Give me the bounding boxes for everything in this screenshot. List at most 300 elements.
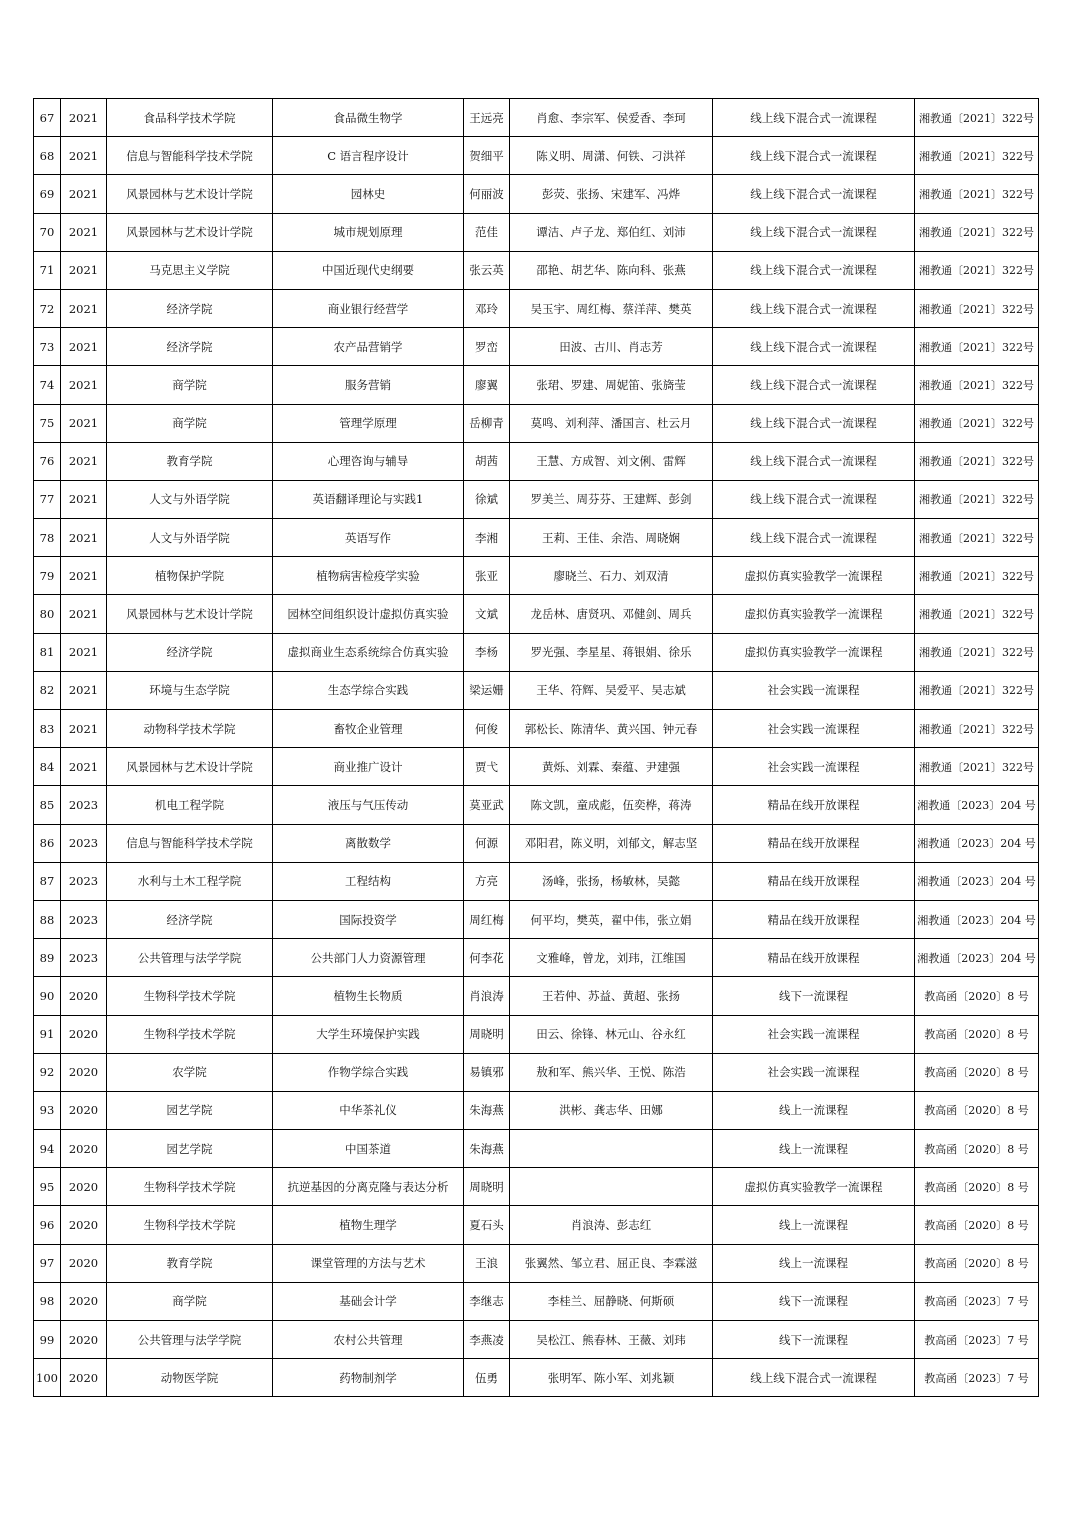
course-type-cell: 线上线下混合式一流课程 [712, 480, 914, 518]
course-name-cell: 商业银行经营学 [272, 289, 463, 327]
row-number: 97 [34, 1244, 61, 1282]
year-cell: 2021 [60, 175, 106, 213]
leader-cell: 李湘 [463, 519, 509, 557]
course-name-cell: C 语言程序设计 [272, 137, 463, 175]
members-cell: 吴玉宇、周红梅、蔡洋萍、樊英 [509, 289, 712, 327]
course-type-cell: 线上线下混合式一流课程 [712, 519, 914, 557]
table-row [34, 633, 1039, 671]
row-number: 85 [34, 786, 61, 824]
table-row [34, 1015, 1039, 1053]
college-cell: 商学院 [106, 404, 272, 442]
notice-cell: 湘教通〔2021〕322号 [914, 671, 1038, 709]
leader-cell: 徐斌 [463, 480, 509, 518]
college-cell: 教育学院 [106, 1244, 272, 1282]
leader-cell: 何丽波 [463, 175, 509, 213]
year-cell: 2021 [60, 366, 106, 404]
year-cell: 2020 [60, 1206, 106, 1244]
year-cell: 2021 [60, 595, 106, 633]
leader-cell: 王浪 [463, 1244, 509, 1282]
course-type-cell: 线下一流课程 [712, 977, 914, 1015]
course-name-cell: 药物制剂学 [272, 1359, 463, 1397]
table-row [34, 519, 1039, 557]
college-cell: 信息与智能科学技术学院 [106, 137, 272, 175]
college-cell: 食品科学技术学院 [106, 99, 272, 137]
course-type-cell: 线上线下混合式一流课程 [712, 251, 914, 289]
row-number: 70 [34, 213, 61, 251]
notice-cell: 湘教通〔2021〕322号 [914, 748, 1038, 786]
table-row [34, 442, 1039, 480]
members-cell: 汤峰，张扬，杨敏林，吴懿 [509, 862, 712, 900]
course-type-cell: 线上线下混合式一流课程 [712, 99, 914, 137]
leader-cell: 方亮 [463, 862, 509, 900]
leader-cell: 朱海燕 [463, 1091, 509, 1129]
college-cell: 植物保护学院 [106, 557, 272, 595]
college-cell: 水利与土木工程学院 [106, 862, 272, 900]
college-cell: 生物科学技术学院 [106, 1168, 272, 1206]
year-cell: 2020 [60, 1359, 106, 1397]
table-row [34, 1130, 1039, 1168]
notice-cell: 教高函〔2020〕8 号 [914, 1130, 1038, 1168]
course-name-cell: 服务营销 [272, 366, 463, 404]
table-row [34, 1321, 1039, 1359]
year-cell: 2021 [60, 557, 106, 595]
row-number: 75 [34, 404, 61, 442]
row-number: 99 [34, 1321, 61, 1359]
table-row [34, 1168, 1039, 1206]
course-name-cell: 课堂管理的方法与艺术 [272, 1244, 463, 1282]
college-cell: 人文与外语学院 [106, 519, 272, 557]
course-type-cell: 线上一流课程 [712, 1244, 914, 1282]
course-name-cell: 食品微生物学 [272, 99, 463, 137]
course-type-cell: 线上线下混合式一流课程 [712, 366, 914, 404]
course-name-cell: 工程结构 [272, 862, 463, 900]
course-type-cell: 精品在线开放课程 [712, 824, 914, 862]
course-type-cell: 虚拟仿真实验教学一流课程 [712, 557, 914, 595]
members-cell: 邵艳、胡艺华、陈向科、张燕 [509, 251, 712, 289]
course-type-cell: 精品在线开放课程 [712, 900, 914, 938]
course-name-cell: 商业推广设计 [272, 748, 463, 786]
year-cell: 2021 [60, 404, 106, 442]
notice-cell: 教高函〔2023〕7 号 [914, 1359, 1038, 1397]
table-row [34, 251, 1039, 289]
row-number: 80 [34, 595, 61, 633]
course-name-cell: 园林史 [272, 175, 463, 213]
course-type-cell: 线上线下混合式一流课程 [712, 328, 914, 366]
table-row [34, 1206, 1039, 1244]
year-cell: 2021 [60, 328, 106, 366]
leader-cell: 廖翼 [463, 366, 509, 404]
members-cell: 陈义明、周潇、何铁、刁洪祥 [509, 137, 712, 175]
college-cell: 园艺学院 [106, 1130, 272, 1168]
year-cell: 2021 [60, 748, 106, 786]
course-type-cell: 线上线下混合式一流课程 [712, 442, 914, 480]
row-number: 71 [34, 251, 61, 289]
notice-cell: 湘教通〔2021〕322号 [914, 366, 1038, 404]
row-number: 86 [34, 824, 61, 862]
notice-cell: 湘教通〔2021〕322号 [914, 710, 1038, 748]
notice-cell: 湘教通〔2023〕204 号 [914, 900, 1038, 938]
year-cell: 2020 [60, 977, 106, 1015]
leader-cell: 张亚 [463, 557, 509, 595]
leader-cell: 梁运姗 [463, 671, 509, 709]
course-name-cell: 植物病害检疫学实验 [272, 557, 463, 595]
leader-cell: 何李花 [463, 939, 509, 977]
notice-cell: 湘教通〔2023〕204 号 [914, 939, 1038, 977]
leader-cell: 肖浪涛 [463, 977, 509, 1015]
table-row [34, 557, 1039, 595]
leader-cell: 何源 [463, 824, 509, 862]
members-cell: 何平均，樊英，翟中伟，张立娟 [509, 900, 712, 938]
course-name-cell: 液压与气压传动 [272, 786, 463, 824]
notice-cell: 教高函〔2023〕7 号 [914, 1282, 1038, 1320]
course-type-cell: 精品在线开放课程 [712, 786, 914, 824]
notice-cell: 湘教通〔2023〕204 号 [914, 786, 1038, 824]
table-row [34, 1282, 1039, 1320]
row-number: 77 [34, 480, 61, 518]
row-number: 93 [34, 1091, 61, 1129]
leader-cell: 罗峦 [463, 328, 509, 366]
leader-cell: 贺细平 [463, 137, 509, 175]
table-row [34, 1091, 1039, 1129]
course-name-cell: 中国茶道 [272, 1130, 463, 1168]
members-cell: 张珺、罗建、周妮笛、张旖莹 [509, 366, 712, 404]
table-row [34, 786, 1039, 824]
year-cell: 2020 [60, 1321, 106, 1359]
college-cell: 商学院 [106, 366, 272, 404]
course-name-cell: 农产品营销学 [272, 328, 463, 366]
college-cell: 经济学院 [106, 900, 272, 938]
row-number: 81 [34, 633, 61, 671]
notice-cell: 教高函〔2020〕8 号 [914, 977, 1038, 1015]
course-type-cell: 线上线下混合式一流课程 [712, 404, 914, 442]
leader-cell: 贾弋 [463, 748, 509, 786]
college-cell: 教育学院 [106, 442, 272, 480]
table-row [34, 595, 1039, 633]
members-cell [509, 1130, 712, 1168]
row-number: 100 [34, 1359, 61, 1397]
year-cell: 2023 [60, 939, 106, 977]
row-number: 96 [34, 1206, 61, 1244]
row-number: 76 [34, 442, 61, 480]
year-cell: 2021 [60, 251, 106, 289]
members-cell: 陈文凯，童成彪，伍奕桦，蒋涛 [509, 786, 712, 824]
leader-cell: 何俊 [463, 710, 509, 748]
table-row [34, 404, 1039, 442]
table-row [34, 366, 1039, 404]
notice-cell: 教高函〔2020〕8 号 [914, 1091, 1038, 1129]
table-row [34, 328, 1039, 366]
row-number: 90 [34, 977, 61, 1015]
year-cell: 2021 [60, 137, 106, 175]
members-cell: 郭松长、陈清华、黄兴国、钟元春 [509, 710, 712, 748]
course-type-cell: 社会实践一流课程 [712, 748, 914, 786]
course-name-cell: 基础会计学 [272, 1282, 463, 1320]
college-cell: 风景园林与艺术设计学院 [106, 213, 272, 251]
college-cell: 人文与外语学院 [106, 480, 272, 518]
leader-cell: 邓玲 [463, 289, 509, 327]
members-cell: 廖晓兰、石力、刘双清 [509, 557, 712, 595]
table-row [34, 1359, 1039, 1397]
course-type-cell: 社会实践一流课程 [712, 1053, 914, 1091]
course-name-cell: 管理学原理 [272, 404, 463, 442]
course-type-cell: 线上一流课程 [712, 1091, 914, 1129]
members-cell: 田波、古川、肖志芳 [509, 328, 712, 366]
row-number: 89 [34, 939, 61, 977]
notice-cell: 湘教通〔2021〕322号 [914, 442, 1038, 480]
year-cell: 2021 [60, 519, 106, 557]
course-type-cell: 线上一流课程 [712, 1130, 914, 1168]
college-cell: 农学院 [106, 1053, 272, 1091]
members-cell: 洪彬、龚志华、田娜 [509, 1091, 712, 1129]
row-number: 78 [34, 519, 61, 557]
course-name-cell: 作物学综合实践 [272, 1053, 463, 1091]
course-name-cell: 大学生环境保护实践 [272, 1015, 463, 1053]
members-cell: 肖浪涛、彭志红 [509, 1206, 712, 1244]
course-name-cell: 虚拟商业生态系统综合仿真实验 [272, 633, 463, 671]
members-cell: 王莉、王佳、余浩、周晓娴 [509, 519, 712, 557]
table-row [34, 1053, 1039, 1091]
notice-cell: 教高函〔2020〕8 号 [914, 1053, 1038, 1091]
year-cell: 2023 [60, 824, 106, 862]
college-cell: 生物科学技术学院 [106, 1015, 272, 1053]
course-name-cell: 英语翻译理论与实践1 [272, 480, 463, 518]
college-cell: 机电工程学院 [106, 786, 272, 824]
notice-cell: 湘教通〔2021〕322号 [914, 251, 1038, 289]
year-cell: 2020 [60, 1053, 106, 1091]
notice-cell: 湘教通〔2021〕322号 [914, 404, 1038, 442]
members-cell: 王若仲、苏益、黄超、张扬 [509, 977, 712, 1015]
members-cell: 李桂兰、屈静晓、何斯硕 [509, 1282, 712, 1320]
year-cell: 2021 [60, 633, 106, 671]
year-cell: 2023 [60, 786, 106, 824]
leader-cell: 夏石头 [463, 1206, 509, 1244]
notice-cell: 教高函〔2020〕8 号 [914, 1244, 1038, 1282]
notice-cell: 湘教通〔2021〕322号 [914, 175, 1038, 213]
members-cell: 文雅峰，曾龙，刘玮，江维国 [509, 939, 712, 977]
year-cell: 2021 [60, 710, 106, 748]
leader-cell: 李燕凌 [463, 1321, 509, 1359]
course-name-cell: 生态学综合实践 [272, 671, 463, 709]
year-cell: 2021 [60, 671, 106, 709]
table-row [34, 710, 1039, 748]
notice-cell: 教高函〔2023〕7 号 [914, 1321, 1038, 1359]
row-number: 72 [34, 289, 61, 327]
course-name-cell: 抗逆基因的分离克隆与表达分析 [272, 1168, 463, 1206]
college-cell: 经济学院 [106, 289, 272, 327]
college-cell: 风景园林与艺术设计学院 [106, 175, 272, 213]
college-cell: 风景园林与艺术设计学院 [106, 748, 272, 786]
college-cell: 风景园林与艺术设计学院 [106, 595, 272, 633]
table-row [34, 213, 1039, 251]
members-cell: 罗美兰、周芬芬、王建辉、彭剑 [509, 480, 712, 518]
row-number: 69 [34, 175, 61, 213]
leader-cell: 易镇邪 [463, 1053, 509, 1091]
members-cell: 张明军、陈小军、刘兆颖 [509, 1359, 712, 1397]
notice-cell: 教高函〔2020〕8 号 [914, 1168, 1038, 1206]
year-cell: 2021 [60, 213, 106, 251]
members-cell: 莫鸣、刘利萍、潘国言、杜云月 [509, 404, 712, 442]
notice-cell: 教高函〔2020〕8 号 [914, 1206, 1038, 1244]
year-cell: 2020 [60, 1015, 106, 1053]
members-cell: 彭荧、张扬、宋建军、冯烨 [509, 175, 712, 213]
college-cell: 公共管理与法学学院 [106, 1321, 272, 1359]
row-number: 68 [34, 137, 61, 175]
members-cell: 王慧、方成智、刘文俐、雷辉 [509, 442, 712, 480]
college-cell: 信息与智能科学技术学院 [106, 824, 272, 862]
course-name-cell: 农村公共管理 [272, 1321, 463, 1359]
college-cell: 公共管理与法学学院 [106, 939, 272, 977]
year-cell: 2020 [60, 1282, 106, 1320]
row-number: 74 [34, 366, 61, 404]
notice-cell: 湘教通〔2023〕204 号 [914, 824, 1038, 862]
course-name-cell: 园林空间组织设计虚拟仿真实验 [272, 595, 463, 633]
leader-cell: 文斌 [463, 595, 509, 633]
course-type-cell: 精品在线开放课程 [712, 862, 914, 900]
members-cell: 肖愈、李宗军、侯爱香、李珂 [509, 99, 712, 137]
notice-cell: 湘教通〔2021〕322号 [914, 595, 1038, 633]
course-name-cell: 国际投资学 [272, 900, 463, 938]
members-cell: 谭洁、卢子龙、郑伯红、刘沛 [509, 213, 712, 251]
notice-cell: 湘教通〔2021〕322号 [914, 213, 1038, 251]
college-cell: 环境与生态学院 [106, 671, 272, 709]
table-row [34, 1244, 1039, 1282]
row-number: 82 [34, 671, 61, 709]
row-number: 83 [34, 710, 61, 748]
row-number: 92 [34, 1053, 61, 1091]
row-number: 87 [34, 862, 61, 900]
college-cell: 生物科学技术学院 [106, 1206, 272, 1244]
leader-cell: 莫亚武 [463, 786, 509, 824]
row-number: 67 [34, 99, 61, 137]
course-name-cell: 心理咨询与辅导 [272, 442, 463, 480]
members-cell: 王华、符辉、吴爱平、吴志斌 [509, 671, 712, 709]
notice-cell: 湘教通〔2021〕322号 [914, 99, 1038, 137]
course-table [33, 98, 1039, 1397]
course-type-cell: 虚拟仿真实验教学一流课程 [712, 1168, 914, 1206]
college-cell: 动物科学技术学院 [106, 710, 272, 748]
members-cell: 吴松江、熊春林、王薇、刘玮 [509, 1321, 712, 1359]
college-cell: 商学院 [106, 1282, 272, 1320]
table-row [34, 175, 1039, 213]
course-type-cell: 线下一流课程 [712, 1321, 914, 1359]
table-row [34, 289, 1039, 327]
leader-cell: 胡茜 [463, 442, 509, 480]
college-cell: 经济学院 [106, 633, 272, 671]
course-type-cell: 精品在线开放课程 [712, 939, 914, 977]
row-number: 79 [34, 557, 61, 595]
year-cell: 2021 [60, 480, 106, 518]
course-name-cell: 中国近现代史纲要 [272, 251, 463, 289]
table-row [34, 824, 1039, 862]
course-name-cell: 植物生理学 [272, 1206, 463, 1244]
leader-cell: 周晓明 [463, 1015, 509, 1053]
course-type-cell: 社会实践一流课程 [712, 671, 914, 709]
course-type-cell: 线上线下混合式一流课程 [712, 289, 914, 327]
leader-cell: 王远亮 [463, 99, 509, 137]
college-cell: 马克思主义学院 [106, 251, 272, 289]
course-type-cell: 线上线下混合式一流课程 [712, 1359, 914, 1397]
notice-cell: 湘教通〔2021〕322号 [914, 289, 1038, 327]
college-cell: 生物科学技术学院 [106, 977, 272, 1015]
leader-cell: 李杨 [463, 633, 509, 671]
notice-cell: 湘教通〔2021〕322号 [914, 137, 1038, 175]
row-number: 98 [34, 1282, 61, 1320]
table-row [34, 99, 1039, 137]
leader-cell: 张云英 [463, 251, 509, 289]
table-row [34, 480, 1039, 518]
table-row [34, 748, 1039, 786]
notice-cell: 湘教通〔2021〕322号 [914, 633, 1038, 671]
members-cell: 黄烁、刘霖、秦蕴、尹建强 [509, 748, 712, 786]
year-cell: 2021 [60, 289, 106, 327]
course-name-cell: 城市规划原理 [272, 213, 463, 251]
row-number: 88 [34, 900, 61, 938]
course-type-cell: 社会实践一流课程 [712, 710, 914, 748]
notice-cell: 湘教通〔2021〕322号 [914, 519, 1038, 557]
course-type-cell: 社会实践一流课程 [712, 1015, 914, 1053]
notice-cell: 湘教通〔2021〕322号 [914, 480, 1038, 518]
row-number: 91 [34, 1015, 61, 1053]
course-type-cell: 线上线下混合式一流课程 [712, 175, 914, 213]
leader-cell: 朱海燕 [463, 1130, 509, 1168]
year-cell: 2020 [60, 1168, 106, 1206]
table-row [34, 900, 1039, 938]
table-body [34, 99, 1039, 1397]
year-cell: 2020 [60, 1130, 106, 1168]
leader-cell: 周红梅 [463, 900, 509, 938]
notice-cell: 湘教通〔2021〕322号 [914, 557, 1038, 595]
row-number: 84 [34, 748, 61, 786]
course-type-cell: 虚拟仿真实验教学一流课程 [712, 595, 914, 633]
table-row [34, 939, 1039, 977]
leader-cell: 李继志 [463, 1282, 509, 1320]
row-number: 95 [34, 1168, 61, 1206]
members-cell: 田云、徐锋、林元山、谷永红 [509, 1015, 712, 1053]
row-number: 73 [34, 328, 61, 366]
course-type-cell: 虚拟仿真实验教学一流课程 [712, 633, 914, 671]
college-cell: 动物医学院 [106, 1359, 272, 1397]
leader-cell: 伍勇 [463, 1359, 509, 1397]
course-name-cell: 英语写作 [272, 519, 463, 557]
table-row [34, 977, 1039, 1015]
members-cell: 邓阳君，陈义明，刘郁文，解志坚 [509, 824, 712, 862]
notice-cell: 教高函〔2020〕8 号 [914, 1015, 1038, 1053]
course-name-cell: 畜牧企业管理 [272, 710, 463, 748]
leader-cell: 周晓明 [463, 1168, 509, 1206]
table-row [34, 862, 1039, 900]
course-type-cell: 线上一流课程 [712, 1206, 914, 1244]
leader-cell: 岳柳青 [463, 404, 509, 442]
year-cell: 2021 [60, 442, 106, 480]
year-cell: 2021 [60, 99, 106, 137]
course-type-cell: 线下一流课程 [712, 1282, 914, 1320]
members-cell: 敖和军、熊兴华、王悦、陈浩 [509, 1053, 712, 1091]
year-cell: 2023 [60, 900, 106, 938]
members-cell [509, 1168, 712, 1206]
year-cell: 2023 [60, 862, 106, 900]
college-cell: 经济学院 [106, 328, 272, 366]
leader-cell: 范佳 [463, 213, 509, 251]
course-name-cell: 离散数学 [272, 824, 463, 862]
year-cell: 2020 [60, 1091, 106, 1129]
course-name-cell: 公共部门人力资源管理 [272, 939, 463, 977]
notice-cell: 湘教通〔2021〕322号 [914, 328, 1038, 366]
members-cell: 龙岳林、唐贤巩、邓健剑、周兵 [509, 595, 712, 633]
table-row [34, 137, 1039, 175]
members-cell: 张翼然、邹立君、屈正良、李霖滋 [509, 1244, 712, 1282]
notice-cell: 湘教通〔2023〕204 号 [914, 862, 1038, 900]
college-cell: 园艺学院 [106, 1091, 272, 1129]
